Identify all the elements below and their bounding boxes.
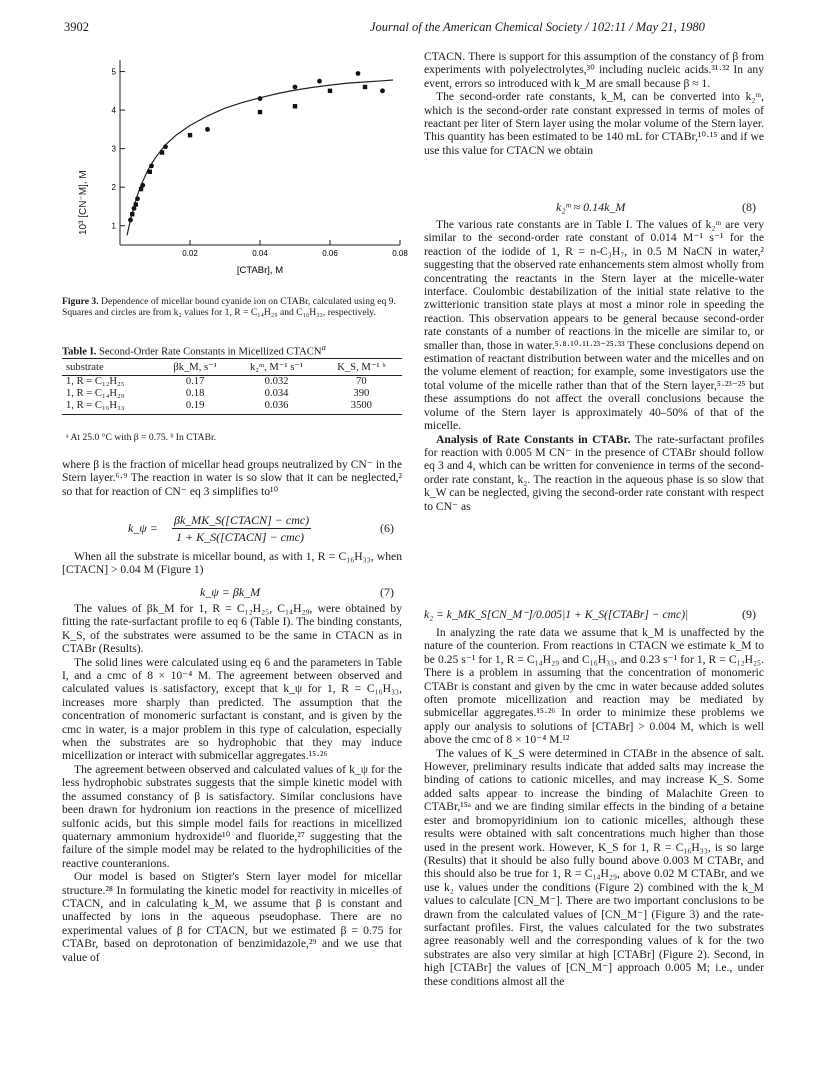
x-tick-label: 0.06	[322, 249, 338, 258]
data-point-square	[188, 133, 192, 137]
table-header-row	[62, 359, 402, 376]
figure-3	[80, 50, 410, 290]
table-cell: 1, R = C₁₂H₂₅	[66, 376, 125, 387]
paragraph-body: The rate-surfactant profiles for reaction with 0.005 M CN⁻ in the presence of CTABr should follow eq 3 and 4, which can be written for convenience in terms of the second-order rate constant, k₂. The reaction in the aqueous phase is so slow that k_W can be neglected, giving the second-order rate constant with respect to CN⁻ as	[424, 432, 764, 513]
rate-constant-table	[62, 358, 402, 415]
x-tick-label: 0.08	[392, 249, 408, 258]
equation-7: k_ψ = βk_M	[200, 585, 261, 599]
data-point-circle	[356, 71, 361, 76]
figure-caption	[62, 296, 400, 318]
data-point-square	[130, 212, 134, 216]
data-point-circle	[205, 127, 210, 132]
paragraph: The solid lines were calculated using eq 6 and the parameters in Table I, and a cmc of 8 × 10⁻⁴ M. The agreement between observed and calculated values is satisfactory, except that k_ψ for 1, R = C₁₆H₃₃, increases more sharply than predicted. The assumption that the concentration of monomeric surfactant is constant, and is given by the cmc in water, is a major problem in this type of calculation, especially when the substrates are so hydrophobic that they may induce micellization or interact with submicellar aggregates.¹⁵·²⁶	[62, 655, 402, 763]
table-title	[62, 342, 402, 358]
table-cell: 0.18	[185, 388, 205, 399]
table-cell: 0.17	[185, 376, 205, 387]
data-point-circle	[132, 206, 137, 211]
table-cell: 1, R = C₁₄H₂₉	[66, 388, 125, 399]
x-tick-label: 0.04	[252, 249, 268, 258]
table-row	[62, 400, 402, 415]
table-header: k₂ᵐ, M⁻¹ s⁻¹	[232, 359, 320, 376]
data-point-circle	[380, 88, 385, 93]
equation-6-denominator: 1 + K_S([CTACN] − cmc)	[176, 530, 304, 544]
page-number: 3902	[64, 20, 89, 34]
running-header: Journal of the American Chemical Society / 102:11 / May 21, 1980	[370, 20, 705, 34]
fitted-curve	[127, 80, 393, 235]
y-tick-label: 4	[111, 106, 116, 116]
data-point-square	[363, 85, 367, 89]
table-title-text: Second-Order Rate Constants in Micellized CTACN	[99, 346, 322, 358]
data-point-circle	[149, 164, 154, 169]
y-tick-label: 3	[111, 144, 116, 154]
data-point-square	[258, 110, 262, 114]
paragraph	[424, 433, 764, 513]
table-cell: 3500	[321, 400, 402, 415]
equation-9: k₂ = k_MK_S[CN_M⁻]/0.005|1 + K_S([CTABr] − cmc)|	[424, 608, 689, 621]
equation-7-number: (7)	[380, 585, 394, 599]
right-column-lower	[424, 626, 764, 988]
data-point-circle	[163, 144, 168, 149]
table-cell: 0.19	[158, 400, 232, 415]
data-point-square	[148, 170, 152, 174]
paragraph: When all the substrate is micellar bound, as with 1, R = C₁₆H₃₃, when [CTACN] > 0.04 M (Figure 1)	[62, 550, 402, 577]
figure-ylabel-wrap	[78, 145, 94, 235]
data-point-circle	[140, 183, 145, 188]
table-cell: 0.032	[264, 376, 289, 387]
table-cell: 390	[353, 388, 370, 399]
paragraph: The values of βk_M for 1, R = C₁₂H₂₅, C₁₄H₂₉, were obtained by fitting the rate-surfactant profile to eq 6 (Table I). The binding constants, K_S, of the substrates were assumed to be the same in CTACN as in CTABr (Results).	[62, 602, 402, 656]
paragraph: The agreement between observed and calculated values of k_ψ for the less hydrophobic substrates suggests that the simple kinetic model with the assumed constancy of β is satisfactory. Similar conclusions have been drawn for hydronium ion reactions in the presence of micellized sulfonic acids, but this simple model fails for reactions in micellized quaternary ammonium hydroxide¹⁰ and fluoride,²⁷ suggesting that the failure of the simple model may be related to the hydrophilicities of the reactive counteranions.	[62, 762, 402, 870]
equation-6-numerator: βk_MK_S([CTACN] − cmc)	[174, 513, 310, 527]
equation-6-lhs: k_ψ =	[128, 521, 158, 535]
equation-6-number: (6)	[380, 521, 394, 535]
equation-8: k₂ᵐ ≈ 0.14k_M	[556, 200, 626, 214]
figure-caption-text: Dependence of micellar bound cyanide ion on CTABr, calculated using eq 9. Squares and circles are from k₂ values for 1, R = C₁₄H₂₉ and C₁₆H₃₃, respectively.	[62, 296, 396, 318]
figure-ylabel: 10³ [CN⁻M], M	[78, 170, 89, 235]
table-row	[62, 376, 402, 389]
right-column-mid	[424, 218, 764, 513]
paragraph: CTACN. There is support for this assumption of the constancy of β from experiments with polyelectrolytes,³⁰ including nucleic acids.³¹·³² In any event, errors so introduced with k_M are small because β ≈ 1.	[424, 50, 764, 90]
data-point-square	[160, 150, 164, 154]
table-title-label: Table I.	[62, 346, 97, 358]
y-tick-label: 1	[111, 221, 116, 231]
data-point-circle	[135, 196, 140, 201]
table-cell: 0.034	[264, 388, 289, 399]
paragraph: In analyzing the rate data we assume that k_M is unaffected by the nature of the counterion. From reactions in CTACN we estimate k_M to be 0.25 s⁻¹ for 1, R = C₁₄H₂₉ and C₁₆H₃₃, and 0.23 s⁻¹ for 1, R = C₁₂H₂₅. There is a problem in assuming that the concentration of monomeric CTABr is constant and given by the cmc in water because added solutes often promote micellization and reaction may be mediated by submicellar aggregates.¹⁵·²⁶ In order to minimize these problems we apply our analysis to solutions of [CTABr] > 0.004 M, which is well above the cmc of 8 × 10⁻⁴ M.¹²	[424, 626, 764, 747]
right-column-upper	[424, 50, 764, 157]
figure-3-chart	[80, 50, 410, 290]
equation-9-number: (9)	[742, 607, 756, 621]
table-cell: 0.036	[232, 400, 320, 415]
table-footnote: ᵃ At 25.0 °C with β = 0.75. ᵇ In CTABr.	[66, 432, 217, 443]
figure-caption-label: Figure 3.	[62, 296, 99, 307]
table-header: K_S, M⁻¹ ᵇ	[321, 359, 402, 376]
y-tick-label: 5	[111, 67, 116, 77]
paragraph: The second-order rate constants, k_M, can be converted into k₂ᵐ, which is the second-order rate constant expressed in terms of moles of reactant per liter of Stern layer using the molar volume of the Stern layer. This quantity has been estimated to be 140 mL for CTABr,¹⁰·¹⁵ and if we use this value for CTACN we obtain	[424, 90, 764, 157]
data-point-circle	[128, 218, 133, 223]
table-header: βk_M, s⁻¹	[158, 359, 232, 376]
equation-8-number: (8)	[742, 200, 756, 214]
left-column-lower	[62, 602, 402, 964]
table-header: substrate	[62, 359, 158, 376]
y-tick-label: 2	[111, 183, 116, 193]
table-cell: 70	[356, 376, 367, 387]
data-point-circle	[293, 85, 298, 90]
data-point-circle	[258, 96, 263, 101]
paragraph: The various rate constants are in Table I. The values of k₂ᵐ are very similar to the second-order rate constant of 0.014 M⁻¹ s⁻¹ for the reaction of the iodide of 1, R = n-C₃H₇, in 0.5 M NaCN in water,² suggesting that the observed rate enhancements stem almost wholly from concentrating the reactants in the Stern layer at the micelle-water interface. Coulombic destabilization of the initial state relative to the zwitterionic transition state plays at most a minor role in speeding the reaction. This observation appears to be general because second-order rate constants of a number of reactions in the micelle are similar to, or smaller than, those in water.⁵·⁸·¹⁰·¹¹·²³⁻²⁵·³³ These conclusions depend on estimation of reactant distribution between water and the micelles and on the volume element of reaction; for example, some investigators use the total volume of the micelle rather than that of the Stern layer,⁵·²³⁻²⁵ but these assumptions do not affect the overall conclusions because the volume of the Stern layer is approximately 40–50% of that of the micelle.	[424, 218, 764, 433]
paragraph: The values of K_S were determined in CTABr in the absence of salt. However, preliminary results indicate that added salts may increase the binding of cations to cationic micelles, and may increase K_S. Some added salts appear to increase the binding of Malachite Green to CTABr,¹⁵ᵃ and we are finding similar effects in the binding of a betaine ester and bromopyridinium ion to cationic micelles, although these results were obtained with salt concentrations much higher than those used in the present work. However, K_S for 1, R = C₁₆H₃₃, is so large (Results) that it should be also fully bound above 0.003 M CTABr, and this should also be true for 1, R = C₁₄H₂₉, above 0.02 M CTABr, and we use k₂ values under the conditions (Figure 2) combined with the k_M values to calculate [CN_M⁻]. There are two important conclusions to be drawn from the calculated values of [CN_M⁻] (Figure 3) and the rate-surfactant profiles. First, the values calculated for the two substrates agree reasonably well and the corresponding values of k for the two substrates are also very similar at high [CTABr] (Figure 2). Second, in high [CTABr] the values of [CN_M⁻] approach 0.005 M; i.e., under these conditions almost all the	[424, 746, 764, 988]
table-cell: 1, R = C₁₆H₃₃	[62, 400, 158, 415]
left-column-upper	[62, 458, 402, 498]
data-point-square	[293, 104, 297, 108]
x-tick-label: 0.02	[182, 249, 198, 258]
data-point-circle	[317, 79, 322, 84]
x-axis-label: [CTABr], M	[236, 265, 284, 276]
paragraph: where β is the fraction of micellar head groups neutralized by CN⁻ in the Stern layer.⁶·⁹ The reaction in water is so slow that it can be neglected,² so that for reaction of CN⁻ eq 3 simplifies to¹⁰	[62, 458, 402, 498]
table-title-sup: a	[321, 342, 326, 352]
table-row	[62, 388, 402, 400]
left-column-mid	[62, 550, 402, 577]
paragraph: Our model is based on Stigter's Stern layer model for micellar structure.²⁸ In formulating the kinetic model for reactivity in micelles of CTACN, and in calculating k_M, we assume that β is constant and unaffected by ions in the aqueous pseudophase. There are no experimental values of β for CTACN, but we estimated β = 0.75 for CTABr, based on deprotonation of benzimidazole,²⁹ and we use that value of	[62, 870, 402, 964]
data-point-square	[328, 89, 332, 93]
section-heading: Analysis of Rate Constants in CTABr.	[436, 432, 631, 446]
